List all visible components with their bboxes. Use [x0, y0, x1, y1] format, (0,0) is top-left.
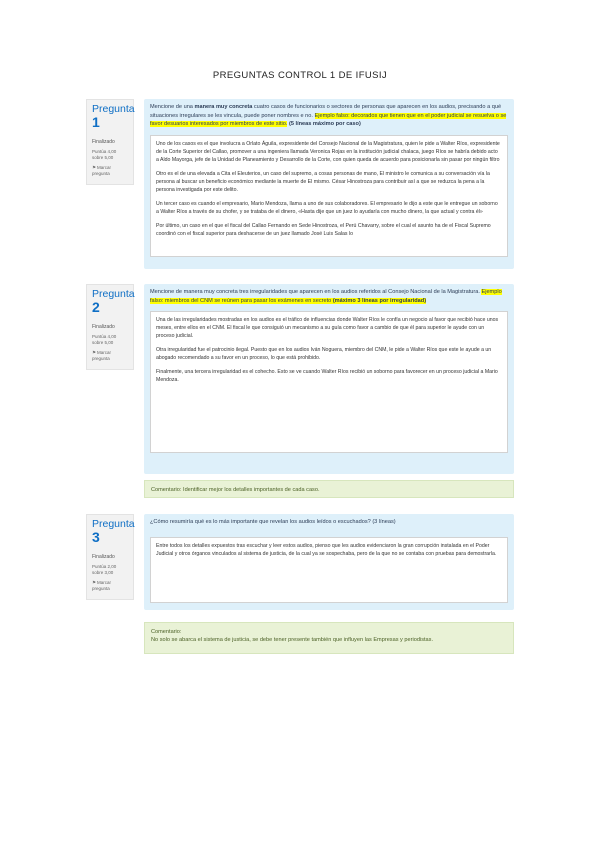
highlighted-example: Ejemplo falso: miembros del CNM se reúnen para pasar los exámenes en secreto — [150, 289, 502, 304]
flag-question-link[interactable] — [92, 350, 128, 362]
question-score: Puntúa 2,00 sobre 3,00 — [92, 564, 117, 575]
question-score: Puntúa 4,00 sobre 5,00 — [92, 334, 117, 345]
question-panel-2 — [144, 284, 514, 474]
answer-box — [150, 311, 508, 453]
answer-paragraph: Una de las irregularidades mostradas en los audios es el tráfico de influencias donde Walter Ríos le confía un negocio al favor que recibió hace unos meses, entre ellos en el CNM. El fiscal le que consiguió un mecanismo a su guía como favor a cambio de que él para superior le ayude con un proceso judicial. — [156, 317, 499, 340]
flag-label: Marcar pregunta — [92, 165, 112, 176]
question-number: 3 — [92, 529, 100, 545]
comment-text: No solo se abarca el sistema de justicia, se debe tener presente también que influyen las Empresas y periodistas. — [151, 637, 434, 643]
question-number: 2 — [92, 299, 100, 315]
flag-label: Marcar pregunta — [92, 580, 112, 591]
question-info-3 — [86, 514, 134, 600]
flag-icon: ⚑ — [92, 580, 97, 585]
answer-box — [150, 537, 508, 603]
answer-paragraph: Otro es el de una elevada a Cita el Eleuterios, un caso del supremo, a cosas personas de mano, El ministro le comunica a su conversación vía la persona al buscar un beneficio económico mediante la muerte de El mismo. César Hinostroza para contribuir así a que se reduzca la pena a la persona investigada por este delito. — [156, 170, 490, 193]
answer-paragraph: Por último, un caso en el que el fiscal del Callao Fernando en Sede Hinostroza, el Perú Chavarry, sobre el cual el asunto ha de el Fiscal Supremo coordinó con el fiscal superior para deshacerse de un juez llamado José Luis Salas lo — [156, 222, 491, 237]
answer-paragraph: Finalmente, una tercera irregularidad es el cohecho. Esto se ve cuando Walter Ríos recibió un soborno para favorecer en un proceso judicial a Mario Mendoza. — [156, 369, 498, 384]
question-state: Finalizado — [92, 139, 115, 145]
question-label: Pregunta — [92, 518, 135, 530]
question-info-1 — [86, 99, 134, 185]
question-number: 1 — [92, 114, 100, 130]
comment-title: Comentario: — [151, 629, 182, 635]
flag-icon: ⚑ — [92, 165, 97, 170]
highlighted-example: Ejemplo falso: decorados que tienen que en el poder judicial se resuelva o se favor desuarios interesados por miembros de este sitio. — [150, 112, 507, 128]
answer-box — [150, 135, 508, 257]
question-label: Pregunta — [92, 103, 135, 115]
flag-question-link[interactable] — [92, 165, 128, 177]
question-state: Finalizado — [92, 324, 115, 330]
answer-paragraph: Un tercer caso es cuando el empresario, Mario Mendoza, llama a uno de sus colaboradores. El empresario le dijo a este que le entregue un soborno a Walter Ríos a través de su chofer, y se trataba de el dinero, «Hasta dije que un juez lo ayudaría con mucho dinero, la que actual y contra él» — [156, 200, 498, 215]
question-panel-3 — [144, 514, 514, 610]
teacher-comment — [144, 622, 514, 654]
question-prompt: Mencione de una manera muy concreta cuatro casos de funcionarios o sectores de personas que aparecen en los audios, precisando a qué situaciones irregulares se les vincula, puede poner nombres e no. Ejemplo falso: decorados que tienen que en el poder judicial se resuelva o se favor desuarios interesados por miembros de este sitio. (5 líneas máximo por caso) — [150, 104, 507, 128]
question-state: Finalizado — [92, 554, 115, 560]
answer-paragraph: Uno de los casos es el que involucra a Orlato Águila, expresidente del Consejo Nacional de la Magistratura, quien le pide a Walter Ríos, expresidente de la Corte Superior del Callao, promover a una ingeniera llamada Veronica Rojas en la institución judicial chalaca, juego Ríos se habría debido acto a Aldo Mayorga, jefe de la Unidad de Planeamiento y Desarrollo de la Corte, con quien queda de acuerdo para posicionarla sin pasar por ningún filtro — [156, 140, 500, 163]
question-score: Puntúa 4,00 sobre 5,00 — [92, 149, 117, 160]
answer-paragraph: Otra irregularidad fue el patrocinio ilegal. Puesto que en los audios Iván Noguera, miembro del CNM, le pide a Walter Ríos que este le ayude a un abogado recomendado a su favor en un proceso, lo que está prohibido. — [156, 347, 492, 362]
question-info-2 — [86, 284, 134, 370]
comment-text: Comentario: Identificar mejor los detalles importantes de cada caso. — [151, 487, 320, 493]
question-prompt: ¿Cómo resumiría qué es lo más importante que revelan los audios leídos o escuchados? (3 líneas) — [150, 519, 396, 525]
question-panel-1 — [144, 99, 514, 269]
flag-question-link[interactable] — [92, 580, 128, 592]
teacher-comment — [144, 480, 514, 498]
flag-label: Marcar pregunta — [92, 350, 112, 361]
answer-paragraph: Entre todos los detalles expuestos tras escuchar y leer estos audios, pienso que les audios evidenciaron la gran corrupción instalada en el Poder Judicial y otros órganos vinculados al sistema de justicia, de la cual ya se sospechaba, pero de la que no se contaba con pruebas para demostrarla. — [156, 542, 497, 557]
flag-icon: ⚑ — [92, 350, 97, 355]
page-title: PREGUNTAS CONTROL 1 DE IFUSIJ — [212, 70, 388, 81]
question-prompt: Mencione de manera muy concreta tres irregularidades que aparecen en los audios referidos al Consejo Nacional de la Magistratura. Ejemplo falso: miembros del CNM se reúnen para pasar los exámenes en secreto (máximo 3 líneas por irregularidad) — [150, 289, 502, 304]
question-label: Pregunta — [92, 288, 135, 300]
